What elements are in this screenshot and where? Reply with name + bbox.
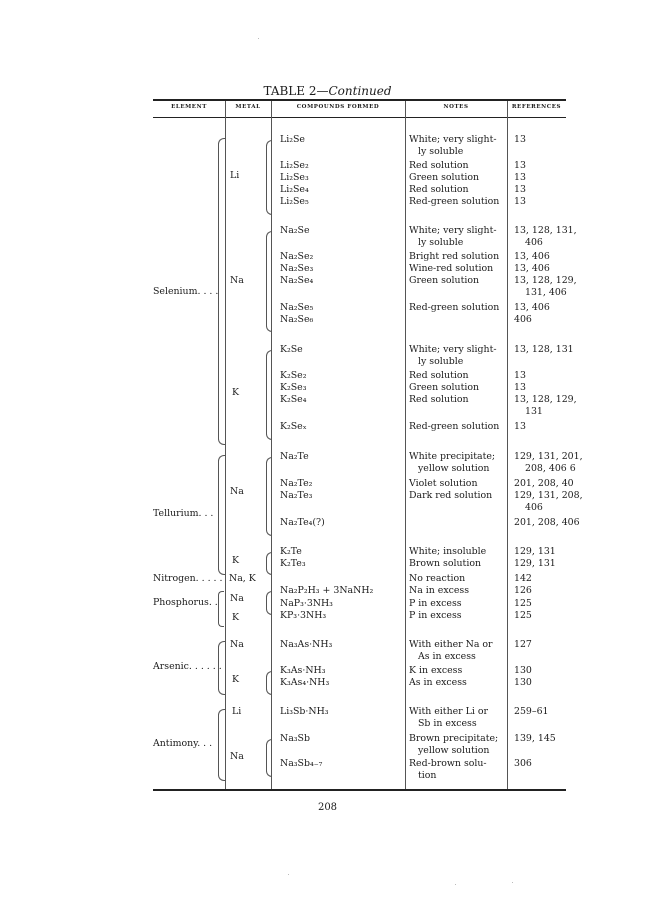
element-label: Phosphorus. . xyxy=(153,597,218,608)
note-text: As in excess xyxy=(418,651,476,662)
compound-formula: K₂Seₓ xyxy=(280,421,307,432)
header-metal: METAL xyxy=(235,104,261,110)
note-text: White; insoluble xyxy=(409,546,487,557)
compound-formula: Na₃As·NH₃ xyxy=(280,639,333,650)
metal-label: K xyxy=(232,555,240,566)
element-label: Tellurium. . . xyxy=(153,508,214,519)
metal-label: K xyxy=(232,674,240,685)
metal-label: Na xyxy=(230,751,244,762)
compound-formula: K₂Se₂ xyxy=(280,370,307,381)
metal-label: Na, K xyxy=(229,573,256,584)
reference-numbers: 13, 406 xyxy=(514,263,550,274)
antimony-brace xyxy=(218,709,225,781)
compound-formula: Na₃Sb₄₋₇ xyxy=(280,758,323,769)
reference-numbers: 13 xyxy=(514,196,526,207)
reference-numbers: 13 xyxy=(514,382,526,393)
note-text: P in excess xyxy=(409,598,462,609)
table-bottom-rule xyxy=(153,789,566,791)
header-top-rule xyxy=(153,99,566,101)
column-divider xyxy=(507,101,508,789)
table-title: TABLE 2—Continued xyxy=(263,84,392,98)
note-text: Na in excess xyxy=(409,585,470,596)
metal-brace xyxy=(266,739,272,777)
reference-numbers: 129, 131 xyxy=(514,558,556,569)
note-text: yellow solution xyxy=(418,463,490,474)
metal-label: Na xyxy=(230,486,244,497)
header-element: ELEMENT xyxy=(171,104,207,110)
reference-numbers: 13 xyxy=(514,172,526,183)
metal-brace xyxy=(266,591,272,615)
note-text: Brown solution xyxy=(409,558,481,569)
compound-formula: Li₂Se₅ xyxy=(280,196,309,207)
metal-label: Na xyxy=(230,639,244,650)
compound-formula: Li₂Se₄ xyxy=(280,184,309,195)
reference-numbers: 131 xyxy=(525,406,543,417)
reference-numbers: 129, 131, 201, xyxy=(514,451,583,462)
note-text: Sb in excess xyxy=(418,718,477,729)
reference-numbers: 201, 208, 406 xyxy=(514,517,580,528)
metal-label: K xyxy=(232,612,240,623)
note-text: Brown precipitate; xyxy=(409,733,499,744)
header-compounds: COMPOUNDS FORMED xyxy=(296,104,380,110)
reference-numbers: 126 xyxy=(514,585,532,596)
reference-numbers: 13 xyxy=(514,370,526,381)
reference-numbers: 13, 128, 131, xyxy=(514,225,577,236)
compound-formula: K₃As·NH₃ xyxy=(280,665,326,676)
element-label: Arsenic. . . . . . xyxy=(153,661,222,672)
reference-numbers: 306 xyxy=(514,758,532,769)
note-text: Wine-red solution xyxy=(409,263,494,274)
note-text: With either Na or xyxy=(409,639,493,650)
metal-brace xyxy=(266,457,272,536)
reference-numbers: 406 xyxy=(525,502,543,513)
reference-numbers: 13 xyxy=(514,160,526,171)
header-notes: NOTES xyxy=(443,104,469,110)
compound-formula: Na₂Se₄ xyxy=(280,275,314,286)
note-text: White; very slight- xyxy=(409,134,497,145)
compound-formula: Na₂Se xyxy=(280,225,310,236)
compound-formula: Na₂Se₃ xyxy=(280,263,314,274)
note-text: Red-green solution xyxy=(409,302,500,313)
column-divider xyxy=(225,101,226,789)
compound-formula: Na₂Se₆ xyxy=(280,314,314,325)
note-text: ly soluble xyxy=(418,356,464,367)
note-text: K in excess xyxy=(409,665,463,676)
reference-numbers: 406 xyxy=(525,237,543,248)
reference-numbers: 13, 128, 129, xyxy=(514,394,577,405)
metal-brace xyxy=(266,140,272,215)
note-text: No reaction xyxy=(409,573,466,584)
compound-formula: K₂Se xyxy=(280,344,303,355)
selenium-brace xyxy=(218,138,225,445)
compound-formula: K₃As₄·NH₃ xyxy=(280,677,330,688)
metal-brace xyxy=(266,552,272,575)
compound-formula: Na₂Se₂ xyxy=(280,251,314,262)
note-text: As in excess xyxy=(409,677,467,688)
reference-numbers: 13, 406 xyxy=(514,251,550,262)
compound-formula: Na₃Sb xyxy=(280,733,310,744)
compound-formula: Li₂Se xyxy=(280,134,305,145)
note-text: White; very slight- xyxy=(409,344,497,355)
reference-numbers: 406 xyxy=(514,314,532,325)
note-text: Green solution xyxy=(409,275,480,286)
header-references: REFERENCES xyxy=(511,104,562,110)
element-label: Antimony. . . xyxy=(153,738,213,749)
metal-label: Na xyxy=(230,593,244,604)
note-text: ly soluble xyxy=(418,146,464,157)
note-text: Red solution xyxy=(409,184,469,195)
phosphorus-brace xyxy=(218,591,224,627)
compound-formula: Li₃Sb·NH₃ xyxy=(280,706,329,717)
note-text: Red solution xyxy=(409,160,469,171)
compound-formula: K₂Te₃ xyxy=(280,558,306,569)
tellurium-brace xyxy=(218,455,225,575)
element-label: Selenium. . . . xyxy=(153,286,219,297)
note-text: tion xyxy=(418,770,437,781)
reference-numbers: 208, 406 6 xyxy=(525,463,576,474)
note-text: White precipitate; xyxy=(409,451,496,462)
compound-formula: Li₂Se₃ xyxy=(280,172,309,183)
note-text: Dark red solution xyxy=(409,490,493,501)
note-text: Red solution xyxy=(409,370,469,381)
compound-formula: K₂Se₃ xyxy=(280,382,307,393)
reference-numbers: 131, 406 xyxy=(525,287,567,298)
note-text: Violet solution xyxy=(409,478,478,489)
note-text: With either Li or xyxy=(409,706,488,717)
note-text: P in excess xyxy=(409,610,462,621)
reference-numbers: 13 xyxy=(514,134,526,145)
compound-formula: NaP₃·3NH₃ xyxy=(280,598,333,609)
compound-formula: Na₂Te xyxy=(280,451,309,462)
reference-numbers: 13 xyxy=(514,421,526,432)
note-text: Bright red solution xyxy=(409,251,500,262)
note-text: Green solution xyxy=(409,172,480,183)
reference-numbers: 125 xyxy=(514,598,532,609)
reference-numbers: 13 xyxy=(514,184,526,195)
metal-label: K xyxy=(232,387,240,398)
compound-formula: K₂Se₄ xyxy=(280,394,307,405)
reference-numbers: 130 xyxy=(514,677,532,688)
metal-brace xyxy=(266,671,272,695)
compound-formula: Na₂Se₅ xyxy=(280,302,314,313)
reference-numbers: 129, 131, 208, xyxy=(514,490,583,501)
note-text: Red-brown solu- xyxy=(409,758,487,769)
page-number: 208 xyxy=(317,802,338,813)
reference-numbers: 201, 208, 40 xyxy=(514,478,574,489)
note-text: Red-green solution xyxy=(409,196,500,207)
metal-brace xyxy=(266,350,272,440)
note-text: ly soluble xyxy=(418,237,464,248)
metal-label: Li xyxy=(232,706,242,717)
compound-formula: Na₂Te₃ xyxy=(280,490,313,501)
reference-numbers: 13, 128, 129, xyxy=(514,275,577,286)
compound-formula: K₂Te xyxy=(280,546,302,557)
compound-formula: Na₂P₂H₃ + 3NaNH₂ xyxy=(280,585,374,596)
reference-numbers: 259–61 xyxy=(514,706,549,717)
reference-numbers: 127 xyxy=(514,639,532,650)
compound-formula: Na₂Te₄(?) xyxy=(280,517,325,528)
metal-brace xyxy=(266,231,272,332)
note-text: White; very slight- xyxy=(409,225,497,236)
element-label: Nitrogen. . . . . xyxy=(153,573,223,584)
note-text: Red solution xyxy=(409,394,469,405)
compound-formula: Na₂Te₂ xyxy=(280,478,313,489)
reference-numbers: 13, 406 xyxy=(514,302,550,313)
note-text: Green solution xyxy=(409,382,480,393)
reference-numbers: 129, 131 xyxy=(514,546,556,557)
compound-formula: KP₃·3NH₃ xyxy=(280,610,327,621)
reference-numbers: 142 xyxy=(514,573,532,584)
reference-numbers: 13, 128, 131 xyxy=(514,344,574,355)
metal-label: Li xyxy=(230,170,240,181)
note-text: Red-green solution xyxy=(409,421,500,432)
column-divider xyxy=(405,101,406,789)
note-text: yellow solution xyxy=(418,745,490,756)
compound-formula: Li₂Se₂ xyxy=(280,160,309,171)
reference-numbers: 130 xyxy=(514,665,532,676)
reference-numbers: 125 xyxy=(514,610,532,621)
header-bottom-rule xyxy=(153,117,566,118)
reference-numbers: 139, 145 xyxy=(514,733,556,744)
metal-label: Na xyxy=(230,275,244,286)
